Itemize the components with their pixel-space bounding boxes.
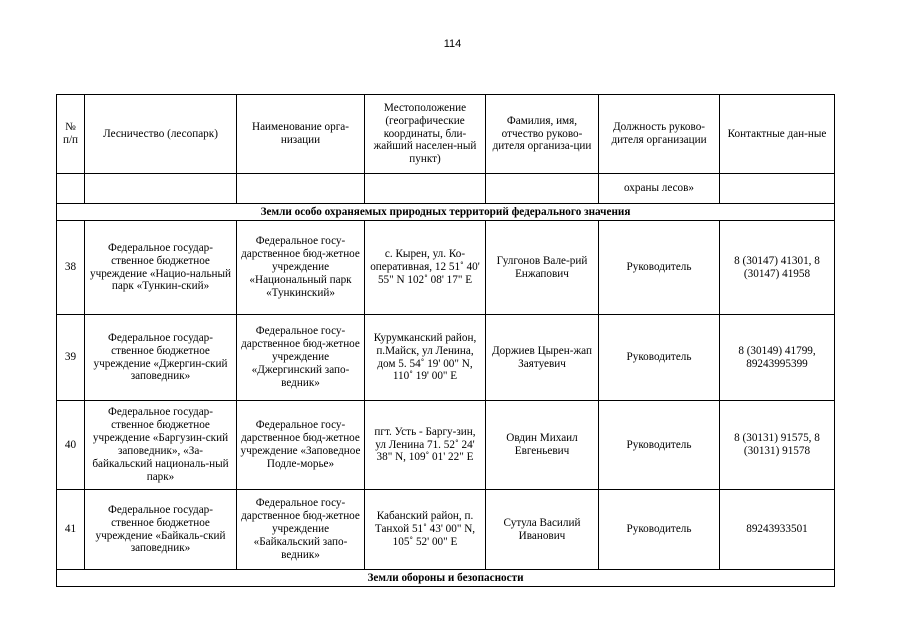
header-org: Наименование орга-низации (237, 95, 365, 174)
organizations-table (56, 94, 835, 587)
row-num: 38 (57, 221, 85, 315)
row-forestry: Федеральное государ-ственное бюджетное учреждение «Байкаль-ский заповедник» (85, 490, 237, 570)
header-location: Местоположение (географические координаты, бли-жайший населен-ный пункт) (365, 95, 486, 174)
row-num: 39 (57, 315, 85, 401)
header-fio: Фамилия, имя, отчество руково-дителя организа-ции (486, 95, 599, 174)
row-forestry: Федеральное государ-ственное бюджетное учреждение «Баргузин-ский заповедник», «За-байкальский националь-ный парк» (85, 401, 237, 490)
row-position: Руководитель (599, 490, 720, 570)
row-fio: Овдин Михаил Евгеньевич (486, 401, 599, 490)
header-contacts: Контактные дан-ные (720, 95, 835, 174)
continuation-row (57, 174, 835, 204)
row-contacts: 8 (30131) 91575, 8 (30131) 91578 (720, 401, 835, 490)
row-num: 40 (57, 401, 85, 490)
row-fio: Доржиев Цырен-жап Заятуевич (486, 315, 599, 401)
row-location: пгт. Усть - Баргу-зин, ул Ленина 71. 52˚ 24' 38" N, 109˚ 01' 22" E (365, 401, 486, 490)
row-fio: Гулгонов Вале-рий Енжапович (486, 221, 599, 315)
row-contacts: 8 (30147) 41301, 8 (30147) 41958 (720, 221, 835, 315)
row-contacts: 89243933501 (720, 490, 835, 570)
section-header-row (57, 204, 835, 221)
row-fio: Сутула Василий Иванович (486, 490, 599, 570)
row-org: Федеральное госу-дарственное бюд-жетное учреждение «Джергинский запо-ведник» (237, 315, 365, 401)
table-row (57, 490, 835, 570)
row-contacts: 8 (30149) 41799, 89243995399 (720, 315, 835, 401)
row-position: Руководитель (599, 221, 720, 315)
section-header-row (57, 570, 835, 587)
row-location: Кабанский район, п. Танхой 51˚ 43' 00" N, 105˚ 52' 00" E (365, 490, 486, 570)
section-federal-title: Земли особо охраняемых природных территорий федерального значения (57, 204, 835, 221)
table-header-row (57, 95, 835, 174)
table-row (57, 401, 835, 490)
row-org: Федеральное госу-дарственное бюд-жетное учреждение «Заповедное Подле-морье» (237, 401, 365, 490)
section-defense-title: Земли обороны и безопасности (57, 570, 835, 587)
row-position: Руководитель (599, 401, 720, 490)
row-org: Федеральное госу-дарственное бюд-жетное учреждение «Национальный парк «Тункинский» (237, 221, 365, 315)
page-number: 114 (443, 38, 462, 50)
table-row (57, 315, 835, 401)
row-location: с. Кырен, ул. Ко-оперативная, 12 51˚ 40' 55" N 102˚ 08' 17" E (365, 221, 486, 315)
header-num: № п/п (57, 95, 85, 174)
header-position: Должность руково-дителя организации (599, 95, 720, 174)
row-num: 41 (57, 490, 85, 570)
row-location: Курумканский район, п.Майск, ул Ленина, дом 5. 54˚ 19' 00" N, 110˚ 19' 00" E (365, 315, 486, 401)
header-forestry: Лесничество (лесопарк) (85, 95, 237, 174)
row-forestry: Федеральное государ-ственное бюджетное учреждение «Джергин-ский заповедник» (85, 315, 237, 401)
table-row (57, 221, 835, 315)
continuation-position: охраны лесов» (599, 174, 720, 204)
row-org: Федеральное госу-дарственное бюд-жетное учреждение «Байкальский запо-ведник» (237, 490, 365, 570)
row-position: Руководитель (599, 315, 720, 401)
row-forestry: Федеральное государ-ственное бюджетное учреждение «Нацио-нальный парк «Тункин-ский» (85, 221, 237, 315)
